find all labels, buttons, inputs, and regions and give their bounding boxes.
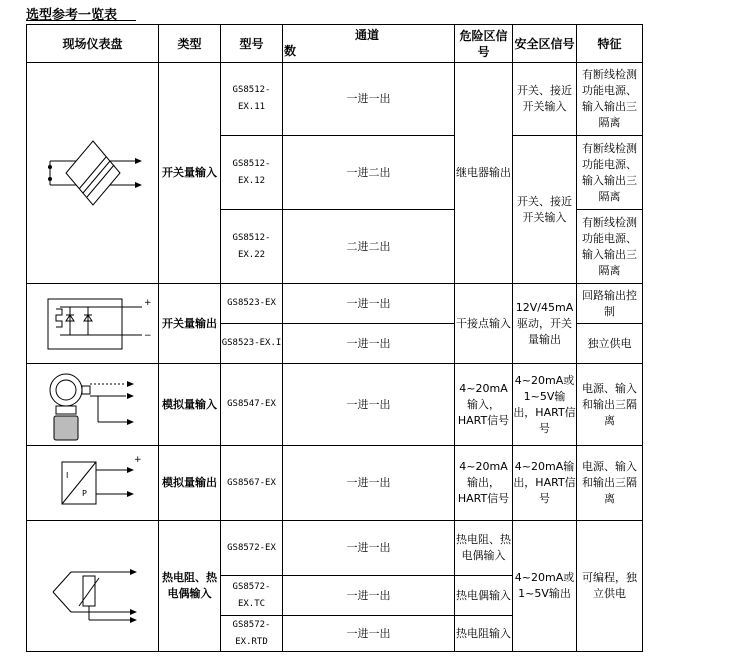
header-channels-a: 通道: [355, 28, 380, 42]
channels-cell: 一进一出: [283, 364, 455, 446]
solenoid-valve-icon: [30, 291, 155, 357]
channels-cell: 一进一出: [283, 446, 455, 521]
hazard-signal-cell: 4~20mA输出，HART信号: [455, 446, 513, 521]
svg-text:P: P: [81, 489, 87, 498]
hazard-signal-cell: 热电阻输入: [455, 616, 513, 652]
type-cell: 模拟量输入: [159, 364, 221, 446]
model-cell: GS8547-EX: [221, 364, 283, 446]
model-cell: GS8572-EX: [221, 521, 283, 576]
type-cell: 开关量输出: [159, 284, 221, 364]
channels-cell: 一进一出: [283, 284, 455, 324]
table-row: [27, 364, 643, 446]
ip-converter-icon: [38, 448, 148, 518]
model-cell: GS8572-EX.RTD: [221, 616, 283, 652]
safe-signal-cell: 开关、接近开关输入: [513, 63, 577, 136]
hazard-signal-cell: 4~20mA输入，HART信号: [455, 364, 513, 446]
safe-signal-cell: 4~20mA或1~5V输出，HART信号: [513, 364, 577, 446]
hazard-signal-cell: 热电偶输入: [455, 576, 513, 616]
safe-signal-cell: 4~20mA输出，HART信号: [513, 446, 577, 521]
safe-signal-cell: 4~20mA或1~5V输出: [513, 521, 577, 652]
model-cell: GS8523-EX: [221, 284, 283, 324]
model-cell: GS8512-EX.12: [221, 136, 283, 210]
header-meter: 现场仪表盘: [27, 25, 159, 63]
model-cell: GS8512-EX.11: [221, 63, 283, 136]
meter-cell: [27, 284, 159, 364]
feature-cell: 有断线检测功能电源、输入输出三隔离: [577, 210, 643, 284]
feature-cell: 回路输出控制: [577, 284, 643, 324]
meter-cell: [27, 521, 159, 652]
hazard-signal-cell: 热电阻、热电偶输入: [455, 521, 513, 576]
channels-cell: 一进一出: [283, 616, 455, 652]
table-row: [27, 63, 643, 136]
type-cell: 模拟量输出: [159, 446, 221, 521]
header-channels-b: 数: [284, 44, 297, 58]
model-cell: GS8567-EX: [221, 446, 283, 521]
svg-text:+: +: [144, 297, 152, 308]
feature-cell: 有断线检测功能电源、输入输出三隔离: [577, 63, 643, 136]
table-title: 选型参考一览表: [26, 8, 118, 23]
safe-signal-cell: 12V/45mA驱动，开关量输出: [513, 284, 577, 364]
hazard-signal-cell: 继电器输出: [455, 63, 513, 284]
feature-cell: 可编程，独立供电: [577, 521, 643, 652]
header-model: 型号: [221, 25, 283, 63]
table-row: [27, 521, 643, 576]
channels-cell: 二进二出: [283, 210, 455, 284]
header-safe-signal: 安全区信号: [513, 25, 577, 63]
table-row: [27, 446, 643, 521]
table-row: [27, 284, 643, 324]
header-hazard-signal: 危险区信号: [455, 25, 513, 63]
channels-cell: 一进二出: [283, 136, 455, 210]
feature-cell: 电源、输入和输出三隔离: [577, 446, 643, 521]
svg-text:−: −: [144, 330, 152, 341]
channels-cell: 一进一出: [283, 521, 455, 576]
model-cell: GS8523-EX.I: [221, 324, 283, 364]
header-row: [27, 25, 643, 63]
svg-text:+: +: [133, 455, 142, 465]
header-feature: 特征: [577, 25, 643, 63]
meter-cell: [27, 364, 159, 446]
thermocouple-rtd-icon: [33, 536, 153, 636]
model-cell: GS8512-EX.22: [221, 210, 283, 284]
feature-cell: 独立供电: [577, 324, 643, 364]
channels-cell: 一进一出: [283, 324, 455, 364]
transmitter-icon: [38, 366, 148, 444]
selection-table: [26, 24, 643, 652]
proximity-switch-icon: [38, 133, 148, 213]
type-cell: 热电阻、热电偶输入: [159, 521, 221, 652]
header-channels: [283, 25, 455, 63]
meter-cell: [27, 63, 159, 284]
feature-cell: 电源、输入和输出三隔离: [577, 364, 643, 446]
channels-cell: 一进一出: [283, 63, 455, 136]
channels-cell: 一进一出: [283, 576, 455, 616]
title-underline: [26, 20, 136, 21]
meter-cell: [27, 446, 159, 521]
safe-signal-cell: 开关、接近开关输入: [513, 136, 577, 284]
feature-cell: 有断线检测功能电源、输入输出三隔离: [577, 136, 643, 210]
hazard-signal-cell: 干接点输入: [455, 284, 513, 364]
header-type: 类型: [159, 25, 221, 63]
model-cell: GS8572-EX.TC: [221, 576, 283, 616]
svg-text:I: I: [65, 471, 68, 480]
type-cell: 开关量输入: [159, 63, 221, 284]
